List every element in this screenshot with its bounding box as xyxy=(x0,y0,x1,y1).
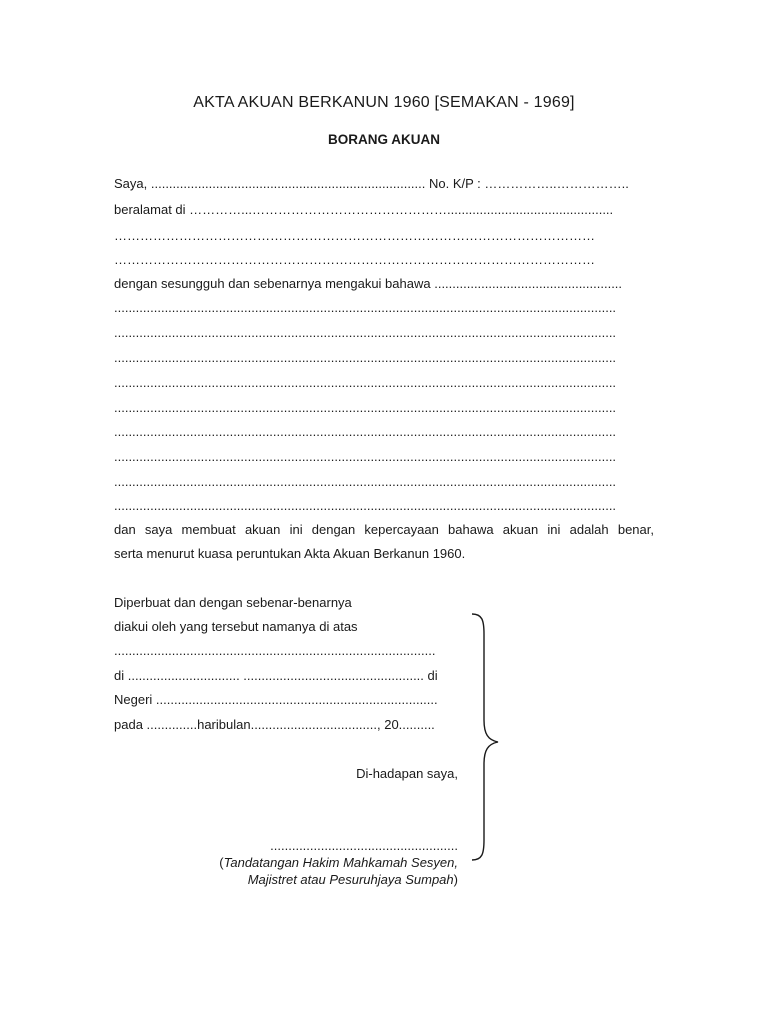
declaration-intro-line xyxy=(114,276,654,292)
declaration-intro-text: dengan sesungguh dan sebenarnya mengakui bahawa xyxy=(114,276,431,291)
signature-caption-line-1 xyxy=(114,854,458,871)
declaration-blank-line[interactable]: ........................................................................................................................................... xyxy=(114,474,617,489)
signature-caption-text-1: Tandatangan Hakim Mahkamah Sesyen, xyxy=(223,855,458,870)
declaration-blank-line[interactable]: ........................................................................................................................................... xyxy=(114,498,617,513)
signature-caption-line-2 xyxy=(114,871,458,888)
address-field-2[interactable]: ………………………………………………………………………………………………… xyxy=(114,228,595,243)
address-line-1 xyxy=(114,202,654,218)
closing-statement-line-1: dan saya membuat akuan ini dengan kepercayaan bahawa akuan ini adalah benar, xyxy=(114,522,654,537)
declared-by-line-2: diakui oleh yang tersebut namanya di atas xyxy=(114,619,358,634)
signature-caption-text-2: Majistret atau Pesuruhjaya Sumpah xyxy=(247,872,454,887)
ic-label: No. K/P : xyxy=(429,176,481,191)
before-me-label: Di-hadapan saya, xyxy=(356,766,458,781)
declarant-name-field[interactable]: ......................................................................................... xyxy=(114,643,436,658)
date-field[interactable]: pada ..............haribulan..................................., 20.......... xyxy=(114,717,435,732)
name-ic-line xyxy=(114,176,654,192)
ic-field[interactable]: ……………..…………….. xyxy=(484,176,629,191)
address-field-3[interactable]: ………………………………………………………………………………………………… xyxy=(114,252,595,267)
curly-brace-icon xyxy=(468,612,504,862)
place-field[interactable]: di ............................... .................................................. di xyxy=(114,668,438,683)
name-label: Saya, xyxy=(114,176,148,191)
open-paren: ( xyxy=(219,855,224,870)
declaration-blank-line[interactable]: ........................................................................................................................................... xyxy=(114,375,617,390)
declared-by-line-1: Diperbuat dan dengan sebenar-benarnya xyxy=(114,595,352,610)
address-field-1[interactable]: …………...……………………………………….............................................. xyxy=(189,202,614,217)
declaration-blank-line[interactable]: ........................................................................................................................................... xyxy=(114,325,617,340)
declaration-blank-line[interactable]: ........................................................................................................................................... xyxy=(114,424,617,439)
name-field[interactable]: ............................................................................ xyxy=(150,176,426,191)
address-label: beralamat di xyxy=(114,202,186,217)
declaration-blank-line[interactable]: ........................................................................................................................................... xyxy=(114,400,617,415)
declaration-blank-line[interactable]: ........................................................................................................................................... xyxy=(114,300,617,315)
declaration-blank-line[interactable]: ........................................................................................................................................... xyxy=(114,449,617,464)
form-subtitle: BORANG AKUAN xyxy=(328,132,440,147)
close-paren: ) xyxy=(453,872,458,887)
declaration-field-start[interactable]: .................................................... xyxy=(434,276,623,291)
declaration-blank-line[interactable]: ........................................................................................................................................... xyxy=(114,350,617,365)
document-title: AKTA AKUAN BERKANUN 1960 [SEMAKAN - 1969] xyxy=(193,94,575,111)
signature-field[interactable]: .................................................... xyxy=(270,838,458,853)
closing-statement-line-2: serta menurut kuasa peruntukan Akta Akuan Berkanun 1960. xyxy=(114,546,466,561)
state-field[interactable]: Negeri .............................................................................. xyxy=(114,692,438,707)
